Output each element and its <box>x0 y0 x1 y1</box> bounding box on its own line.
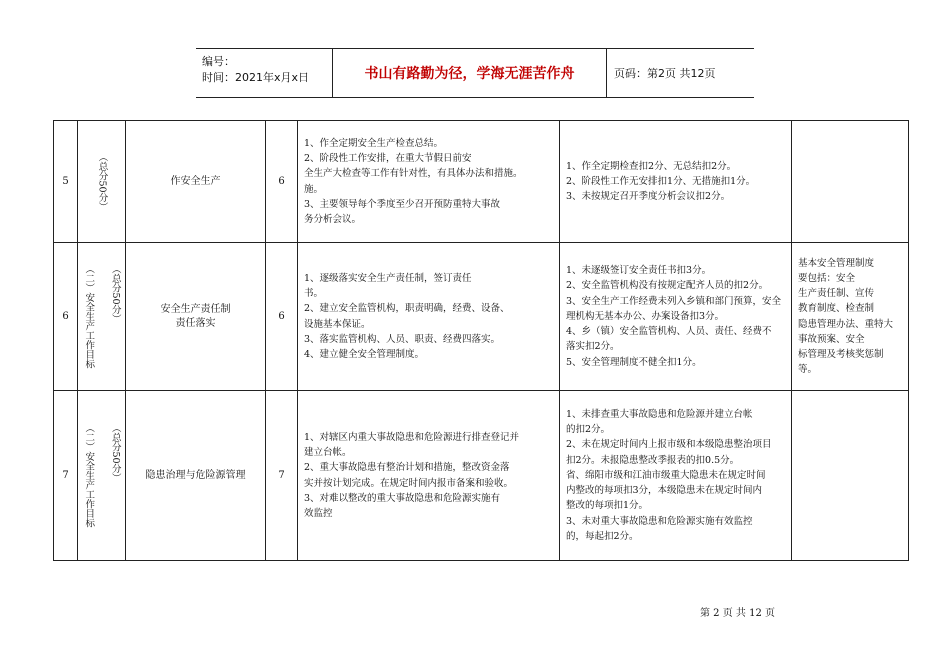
content-line: 施。 <box>304 183 324 195</box>
item-text: 责任落实 <box>175 317 216 329</box>
item-text: 安全生产责任制 <box>160 303 231 315</box>
category-text: （总分50分） <box>96 151 108 212</box>
criteria-cell <box>560 121 792 243</box>
page-label: 页码：第2页 共12页 <box>614 67 716 80</box>
criteria-line: 理机构无基本办公、办案设备扣3分。 <box>566 310 725 322</box>
criteria-line: 落实扣2分。 <box>566 341 620 353</box>
time-label: 时间：2021年x月x日 <box>202 71 310 84</box>
category-cell <box>78 391 126 561</box>
header-meta-cell <box>196 49 333 97</box>
score-cell: 7 <box>266 391 298 561</box>
content-line: 全生产大检查等工作有针对性，有具体办法和措施。 <box>304 168 523 180</box>
content-cell <box>298 121 560 243</box>
content-line: 3、主要领导每个季度至少召开预防重特大事故 <box>304 198 501 210</box>
remarks-cell <box>792 391 909 561</box>
content-line: 1、逐级落实安全生产责任制，签订责任 <box>304 272 472 284</box>
criteria-line: 整改的每项扣1分。 <box>566 500 649 512</box>
assessment-table <box>53 120 909 561</box>
number-label: 编号： <box>202 55 235 68</box>
row-number: 5 <box>54 121 78 243</box>
criteria-line: 内整改的每项扣3分，本级隐患未在规定时间内 <box>566 485 763 497</box>
item-cell <box>126 243 266 391</box>
item-cell <box>126 121 266 243</box>
content-line: 3、落实监管机构、人员、职责、经费四落实。 <box>304 333 501 345</box>
criteria-line: 3、安全生产工作经费未列入乡镇和部门预算，安全 <box>566 295 782 307</box>
content-line: 4、建立健全安全管理制度。 <box>304 348 425 360</box>
category-text: （二）安全生产工作目标 <box>83 264 95 369</box>
content-line: 设施基本保证。 <box>304 318 371 330</box>
table-row <box>54 121 909 243</box>
criteria-line: 的扣2分。 <box>566 424 611 436</box>
remarks-line: 隐患管理办法、重特大 <box>798 318 894 330</box>
remarks-line: 等。 <box>798 364 818 376</box>
motto: 书山有路勤为径，学海无涯苦作舟 <box>333 49 607 97</box>
criteria-line: 5、安全管理制度不健全扣1分。 <box>566 356 702 368</box>
category-text: （总分50分） <box>109 423 121 483</box>
content-line: 3、对难以整改的重大事故隐患和危险源实施有 <box>304 492 501 504</box>
item-cell <box>126 391 266 561</box>
table-row <box>54 243 909 391</box>
criteria-line: 省、绵阳市级和江油市级重大隐患未在规定时间 <box>566 469 766 481</box>
remarks-line: 事故预案、安全 <box>798 333 865 345</box>
remarks-line: 标管理及考核奖惩制 <box>798 348 884 360</box>
criteria-cell <box>560 391 792 561</box>
content-line: 2、阶段性工作安排，在重大节假日前安 <box>304 153 472 165</box>
item-text: 作安全生产 <box>170 175 221 187</box>
remarks-line: 要包括：安全 <box>798 272 856 284</box>
content-line: 务分析会议。 <box>304 213 362 225</box>
content-cell <box>298 243 560 391</box>
content-line: 1、对辖区内重大事故隐患和危险源进行排查登记并 <box>304 431 520 443</box>
criteria-line: 1、未排查重大事故隐患和危险源并建立台帐 <box>566 409 753 421</box>
criteria-line: 2、安全监管机构没有按规定配齐人员的扣2分。 <box>566 280 769 292</box>
category-cell <box>78 243 126 391</box>
criteria-line: 3、未按规定召开季度分析会议扣2分。 <box>566 191 731 203</box>
page-footer: 第 2 页 共 12 页 <box>700 608 775 619</box>
criteria-line: 3、未对重大事故隐患和危险源实施有效监控 <box>566 515 753 527</box>
row-number: 6 <box>54 243 78 391</box>
criteria-cell <box>560 243 792 391</box>
criteria-line: 扣2分。未报隐患整改季报表的扣0.5分。 <box>566 454 740 466</box>
content-line: 实并按计划完成。在规定时间内报市备案和验收。 <box>304 477 514 489</box>
content-line: 1、作全定期安全生产检查总结。 <box>304 137 444 149</box>
content-line: 2、重大事故隐患有整治计划和措施，整改资金落 <box>304 462 510 474</box>
remarks-line: 教育制度、检查制 <box>798 303 875 315</box>
content-line: 建立台帐。 <box>304 447 352 459</box>
category-cell <box>78 121 126 243</box>
content-line: 效监控 <box>304 507 333 519</box>
criteria-line: 2、阶段性工作无安排扣1分、无措施扣1分。 <box>566 175 756 187</box>
content-cell <box>298 391 560 561</box>
criteria-line: 1、作全定期检查扣2分、无总结扣2分。 <box>566 160 737 172</box>
content-line: 书。 <box>304 288 324 300</box>
remarks-line: 生产责任制、宣传 <box>798 288 875 300</box>
score-cell: 6 <box>266 243 298 391</box>
remarks-cell <box>792 243 909 391</box>
criteria-line: 2、未在规定时间内上报市级和本级隐患整治项目 <box>566 439 772 451</box>
criteria-line: 1、未逐级签订安全责任书扣3分。 <box>566 265 712 277</box>
score-cell: 6 <box>266 121 298 243</box>
document-header <box>196 48 754 98</box>
item-text: 隐患治理与危险源管理 <box>145 469 246 481</box>
row-number: 7 <box>54 391 78 561</box>
table-row <box>54 391 909 561</box>
criteria-line: 4、乡（镇）安全监管机构、人员、责任、经费不 <box>566 326 772 338</box>
content-line: 2、建立安全监管机构，职责明确，经费、设备、 <box>304 303 510 315</box>
remarks-cell <box>792 121 909 243</box>
category-text: （总分50分） <box>109 264 121 324</box>
category-text: （二）安全生产工作目标 <box>83 423 95 528</box>
criteria-line: 的，每起扣2分。 <box>566 530 639 542</box>
remarks-line: 基本安全管理制度 <box>798 257 875 269</box>
